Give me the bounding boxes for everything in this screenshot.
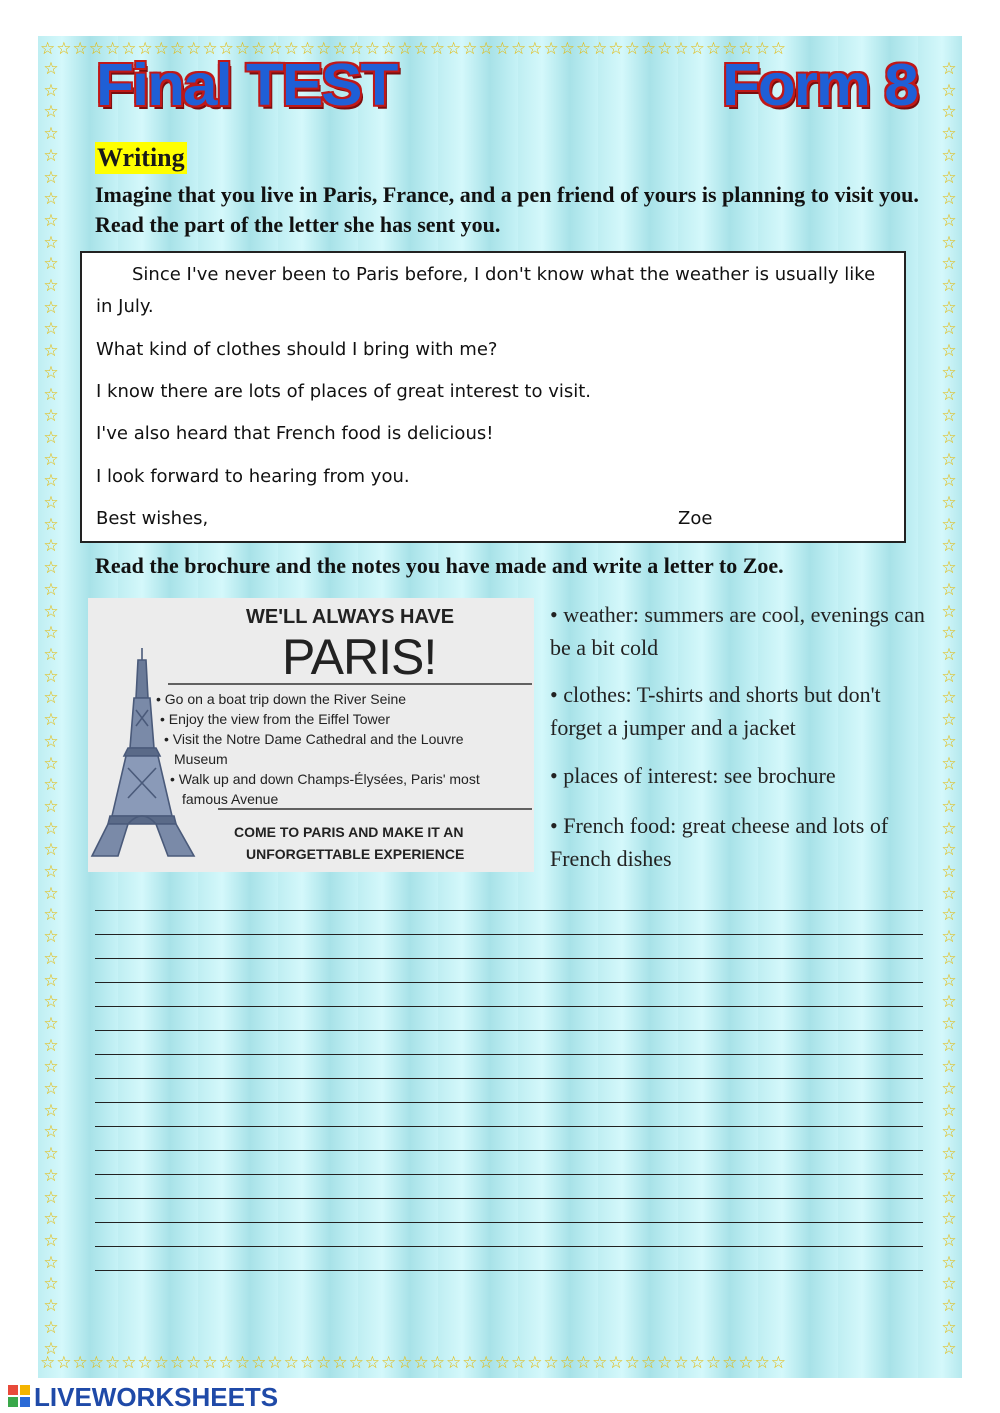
brochure-slogan-line-1: COME TO PARIS AND MAKE IT AN — [234, 824, 464, 840]
answer-line[interactable] — [95, 1078, 923, 1079]
letter-paragraph-2: What kind of clothes should I bring with me? — [96, 339, 498, 360]
letter-paragraph-4: I've also heard that French food is delicious! — [96, 423, 494, 444]
title-form: Form 8 — [722, 52, 917, 119]
letter-signature: Zoe — [678, 508, 713, 529]
answer-line[interactable] — [95, 1102, 923, 1103]
brochure-item: • Walk up and down Champs-Élysées, Paris' most — [170, 771, 480, 787]
note-places: • places of interest: see brochure — [550, 763, 836, 788]
brochure-item: • Go on a boat trip down the River Seine — [156, 691, 407, 707]
star-border-right: ☆ ☆ ☆ ☆ ☆ ☆ ☆ ☆ ☆ ☆ ☆ ☆ ☆ ☆ ☆ ☆ ☆ ☆ ☆ ☆ ☆ ☆ ☆ ☆ ☆ ☆ ☆ ☆ ☆ ☆ ☆ ☆ ☆ ☆ ☆ ☆ ☆ ☆ ☆ ☆ ☆ ☆ ☆ ☆ ☆ ☆ ☆ ☆ ☆ ☆ ☆ ☆ ☆ ☆ ☆ ☆ ☆ ☆ ☆ ☆ — [941, 59, 957, 1358]
letter-paragraph-3: I know there are lots of places of great interest to visit. — [96, 381, 592, 402]
answer-line[interactable] — [95, 1054, 923, 1055]
brochure-slogan — [234, 821, 464, 865]
star-border-top: ☆☆☆☆☆☆☆☆☆☆☆☆☆☆☆☆☆☆☆☆☆☆☆☆☆☆☆☆☆☆☆☆☆☆☆☆☆☆☆☆☆☆☆☆☆☆ — [40, 39, 788, 58]
liveworksheets-logo-icon — [8, 1385, 30, 1407]
answer-line[interactable] — [95, 958, 923, 959]
answer-line[interactable] — [95, 1006, 923, 1007]
answer-line[interactable] — [95, 1126, 923, 1127]
note-weather: • weather: summers are cool, evenings can be a bit cold — [550, 602, 925, 660]
answer-line[interactable] — [95, 1198, 923, 1199]
star-border-bottom: ☆☆☆☆☆☆☆☆☆☆☆☆☆☆☆☆☆☆☆☆☆☆☆☆☆☆☆☆☆☆☆☆☆☆☆☆☆☆☆☆☆☆☆☆☆☆ — [40, 1353, 788, 1372]
letter-paragraph-1: Since I've never been to Paris before, I don't know what the weather is usually like in July. — [96, 264, 876, 317]
answer-line[interactable] — [95, 982, 923, 983]
letter-box — [80, 251, 906, 543]
note-food: • French food: great cheese and lots of French dishes — [550, 813, 889, 871]
answer-line[interactable] — [95, 1246, 923, 1247]
title-final-test: Final TEST — [96, 52, 397, 119]
brochure-item: Museum — [174, 751, 228, 767]
answer-line[interactable] — [95, 1030, 923, 1031]
answer-line[interactable] — [95, 1150, 923, 1151]
answer-line[interactable] — [95, 1270, 923, 1271]
brochure-item: famous Avenue — [182, 791, 279, 807]
liveworksheets-logo-text: LIVEWORKSHEETS — [34, 1382, 279, 1412]
star-border-left: ☆ ☆ ☆ ☆ ☆ ☆ ☆ ☆ ☆ ☆ ☆ ☆ ☆ ☆ ☆ ☆ ☆ ☆ ☆ ☆ ☆ ☆ ☆ ☆ ☆ ☆ ☆ ☆ ☆ ☆ ☆ ☆ ☆ ☆ ☆ ☆ ☆ ☆ ☆ ☆ ☆ ☆ ☆ ☆ ☆ ☆ ☆ ☆ ☆ ☆ ☆ ☆ ☆ ☆ ☆ ☆ ☆ ☆ ☆ ☆ — [43, 59, 59, 1358]
brochure-heading-small: WE'LL ALWAYS HAVE — [246, 606, 455, 628]
brochure-slogan-line-2: UNFORGETTABLE EXPERIENCE — [246, 846, 465, 862]
answer-line[interactable] — [95, 910, 923, 911]
task-intro: Imagine that you live in Paris, France, and a pen friend of yours is planning to visit you. Read the part of the letter she has sent you. — [95, 182, 919, 237]
brochure-item: • Visit the Notre Dame Cathedral and the Louvre — [164, 731, 464, 747]
brochure-item: • Enjoy the view from the Eiffel Tower — [160, 711, 391, 727]
letter-paragraph-5: I look forward to hearing from you. — [96, 466, 410, 487]
section-label-writing: Writing — [97, 143, 185, 172]
answer-line[interactable] — [95, 934, 923, 935]
brochure-heading-big: PARIS! — [282, 629, 437, 685]
brochure-item-list — [156, 689, 480, 809]
task-instruction: Read the brochure and the notes you have made and write a letter to Zoe. — [95, 553, 784, 578]
paris-brochure — [88, 598, 534, 872]
answer-line[interactable] — [95, 1222, 923, 1223]
note-clothes: • clothes: T-shirts and shorts but don't forget a jumper and a jacket — [550, 682, 881, 740]
answer-line[interactable] — [95, 1174, 923, 1175]
letter-closing: Best wishes, — [96, 508, 209, 529]
